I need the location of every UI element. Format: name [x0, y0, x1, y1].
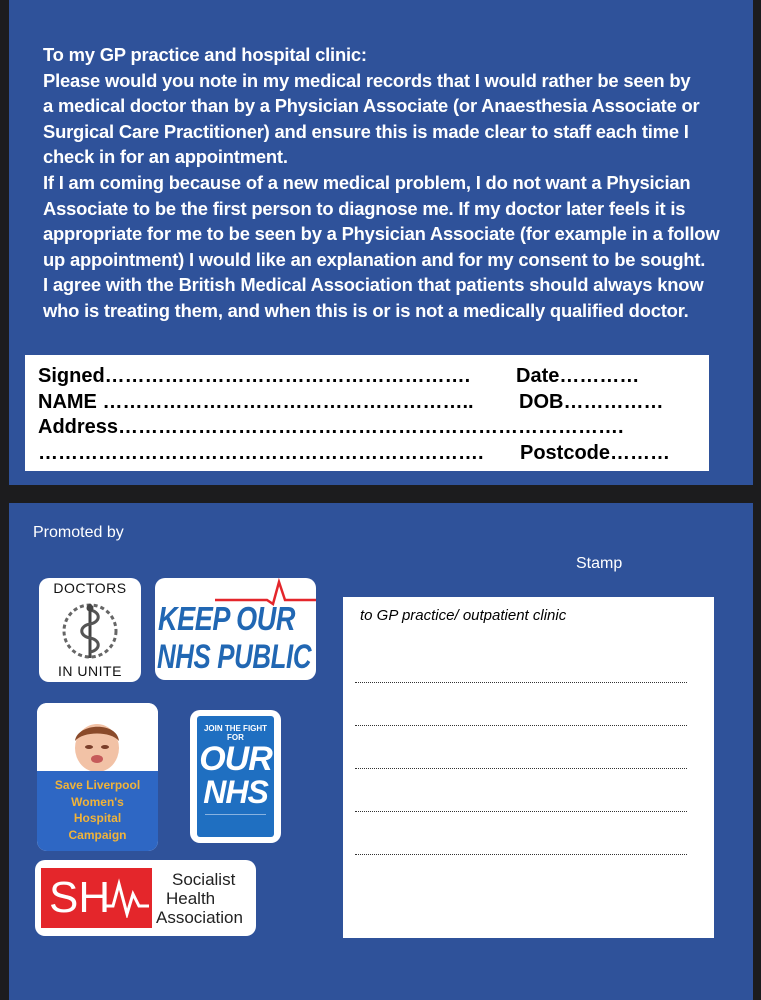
- letter-line: Surgical Care Practitioner) and ensure this is made clear to staff each time I: [43, 120, 689, 142]
- sha-text: [156, 870, 243, 927]
- stamp-dotted-line: [355, 768, 687, 769]
- letter-line: If I am coming because of a new medical problem, I do not want a Physician: [43, 171, 691, 193]
- stamp-dotted-line: [355, 682, 687, 683]
- fight-line4: NHS: [203, 774, 268, 810]
- keep-our-text: KEEP OUR: [158, 600, 296, 637]
- letter-card: [9, 0, 753, 485]
- letter-line: a medical doctor than by a Physician Associate (or Anaesthesia Associate or: [43, 95, 700, 117]
- stamp-label: Stamp: [576, 555, 623, 572]
- stamp-dotted-line: [355, 725, 687, 726]
- liverpool-line: Women's: [71, 794, 124, 809]
- letter-line: check in for an appointment.: [43, 146, 288, 168]
- letter-line: Associate to be the first person to diagnose me. If my doctor later feels it is: [43, 197, 686, 219]
- name-field[interactable]: NAME ………………………………………………..: [38, 391, 474, 413]
- liverpool-caption: [37, 771, 158, 851]
- letter-line: To my GP practice and hospital clinic:: [43, 44, 367, 65]
- liverpool-line: Save Liverpool: [54, 778, 141, 792]
- sha-mark-text: SH: [49, 873, 111, 922]
- letter-line: Please would you note in my medical records that I would rather be seen by: [43, 69, 691, 91]
- fight-line3: OUR: [199, 740, 272, 778]
- letter-line: who is treating them, and when this is or is not a medically qualified doctor.: [43, 299, 689, 321]
- promoted-by-label: Promoted by: [33, 524, 124, 541]
- sha-line: Association: [156, 908, 243, 927]
- fight-line2: FOR: [227, 733, 244, 742]
- letter-line: appropriate for me to be seen by a Physician Associate (for example in a follow: [43, 223, 720, 245]
- save-liverpool-womens-logo: [37, 703, 158, 851]
- in-unite-text: IN UNITE: [58, 663, 122, 679]
- dob-field[interactable]: DOB……………: [519, 391, 664, 413]
- address-line2-field[interactable]: ………………………………………………………….: [38, 442, 484, 464]
- fight-divider: [205, 814, 266, 815]
- doctors-text: DOCTORS: [53, 580, 127, 596]
- sha-line: Socialist: [172, 870, 236, 889]
- join-the-fight-logo: [190, 710, 281, 843]
- signed-field[interactable]: Signed……………………………………………….: [38, 365, 471, 387]
- baby-photo: [37, 703, 158, 771]
- letter-line: I agree with the British Medical Association that patients should always know: [43, 274, 704, 296]
- sha-pulse-icon: [103, 878, 149, 918]
- liverpool-line: Campaign: [68, 827, 127, 842]
- keep-our-nhs-public-logo: [155, 578, 316, 680]
- fight-poster: [197, 716, 274, 837]
- sha-mark: [41, 868, 152, 928]
- date-field[interactable]: Date…………: [516, 365, 640, 387]
- fight-line1: JOIN THE FIGHT: [203, 724, 268, 733]
- letter-text: [43, 42, 733, 324]
- nhs-public-text: NHS PUBLIC: [157, 638, 312, 676]
- caduceus-icon: [61, 598, 119, 660]
- stamp-box: [343, 597, 714, 938]
- sha-line: Health: [166, 889, 216, 908]
- doctors-in-unite-logo: [39, 578, 141, 682]
- address-field[interactable]: Address………………………………………………………………….: [38, 416, 624, 438]
- socialist-health-association-logo: [35, 860, 256, 936]
- stamp-box-title: to GP practice/ outpatient clinic: [360, 607, 567, 624]
- letter-line: up appointment) I would like an explanation and for my consent to be sought.: [43, 248, 706, 270]
- stamp-dotted-line: [355, 854, 687, 855]
- signature-form: [25, 355, 709, 471]
- stamp-dotted-line: [355, 811, 687, 812]
- postcode-field[interactable]: Postcode………: [520, 442, 671, 464]
- liverpool-line: Hospital: [73, 811, 122, 825]
